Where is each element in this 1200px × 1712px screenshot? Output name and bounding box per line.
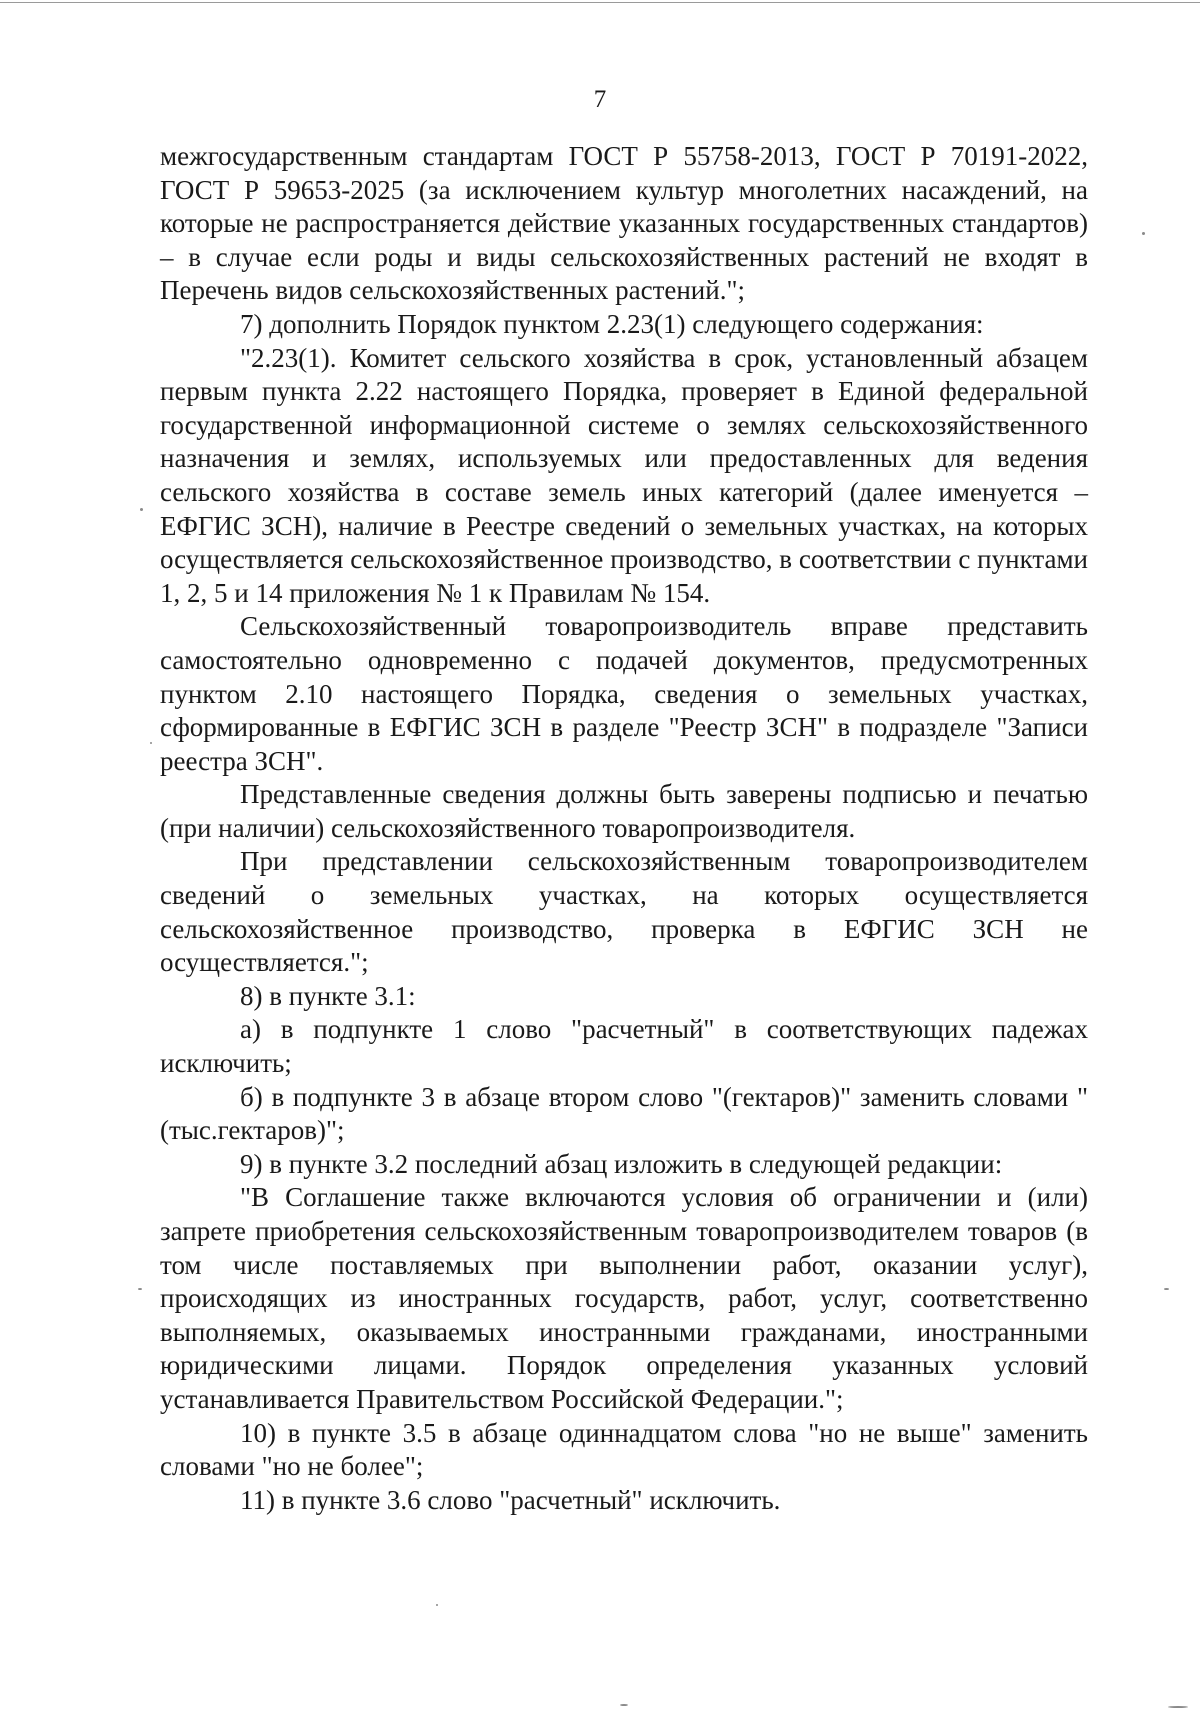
paragraph-gost-continuation: межгосударственным стандартам ГОСТ Р 55758-2013, ГОСТ Р 70191-2022, ГОСТ Р 59653-2025 (за исключением культур многолетних насаждений, на которые не распространяется действие указанных государственных стандартов) – в случае если роды и виды сельскохозяйственных растений не входят в Перечень видов сельскохозяйственных растений.";: [160, 141, 1088, 306]
paragraph-item-7: 7) дополнить Порядок пунктом 2.23(1) следующего содержания:: [240, 308, 984, 339]
paragraph-certified-info: Представленные сведения должны быть заверены подписью и печатью (при наличии) сельскохозяйственного товаропроизводителя.: [160, 779, 1088, 843]
paragraph-item-10: 10) в пункте 3.5 в абзаце одиннадцатом слова "но не выше" заменить словами "но не более";: [160, 1417, 1088, 1482]
scan-speck: [436, 1604, 438, 1606]
scan-speck: [1142, 232, 1145, 235]
paragraph-item-11: 11) в пункте 3.6 слово "расчетный" исключить.: [240, 1484, 781, 1515]
scan-speck: [138, 1288, 142, 1290]
page-number: 7: [593, 86, 607, 113]
paragraph-item-8b: б) в подпункте 3 в абзаце втором слово "(гектаров)" заменить словами "(тыс.гектаров)";: [160, 1081, 1088, 1146]
paragraph-no-check: При представлении сельскохозяйственным товаропроизводителем сведений о земельных участках, на которых осуществляется сельскохозяйственное производство, проверка в ЕФГИС ЗСН не осуществляется.";: [160, 846, 1088, 978]
paragraph-item-8a: а) в подпункте 1 слово "расчетный" в соответствующих падежах исключить;: [160, 1014, 1088, 1079]
paragraph-clause-2-23-1: "2.23(1). Комитет сельского хозяйства в срок, установленный абзацем первым пункта 2.22 настоящего Порядка, проверяет в Единой федеральной государственной информационной системе о землях сельскохозяйственного назначения и землях, используемых или предоставленных для ведения сельского хозяйства в составе земель иных категорий (далее именуется – ЕФГИС ЗСН), наличие в Реестре сведений о земельных участках, на которых осуществляется сельскохозяйственное производство, в соответствии с пунктами 1, 2, 5 и 14 приложения № 1 к Правилам № 154.: [160, 342, 1088, 608]
paragraph-item-9: 9) в пункте 3.2 последний абзац изложить в следующей редакции:: [240, 1148, 1003, 1179]
scan-speck: [1168, 1706, 1188, 1708]
scan-speck: [1164, 1288, 1169, 1290]
scan-edge-line: [0, 2, 1200, 3]
scan-speck: [140, 508, 143, 511]
paragraph-producer-right: Сельскохозяйственный товаропроизводитель вправе представить самостоятельно одновременно с подачей документов, предусмотренных пунктом 2.10 настоящего Порядка, сведения о земельных участках, сформированные в ЕФГИС ЗСН в разделе "Реестр ЗСН" в подразделе "Записи реестра ЗСН".: [160, 611, 1088, 776]
document-body: [160, 140, 1088, 1517]
scan-speck: [150, 742, 152, 744]
paragraph-item-8: 8) в пункте 3.1:: [240, 980, 416, 1011]
paragraph-agreement-conditions: "В Соглашение также включаются условия об ограничении и (или) запрете приобретения сельскохозяйственным товаропроизводителем товаров (в том числе поставляемых при выполнении работ, оказании услуг), происходящих из иностранных государств, работ, услуг, соответственно выполняемых, оказываемых иностранными гражданами, иностранными юридическими лицами. Порядок определения указанных условий устанавливается Правительством Российской Федерации.";: [160, 1182, 1088, 1414]
scan-speck: [620, 1704, 628, 1706]
